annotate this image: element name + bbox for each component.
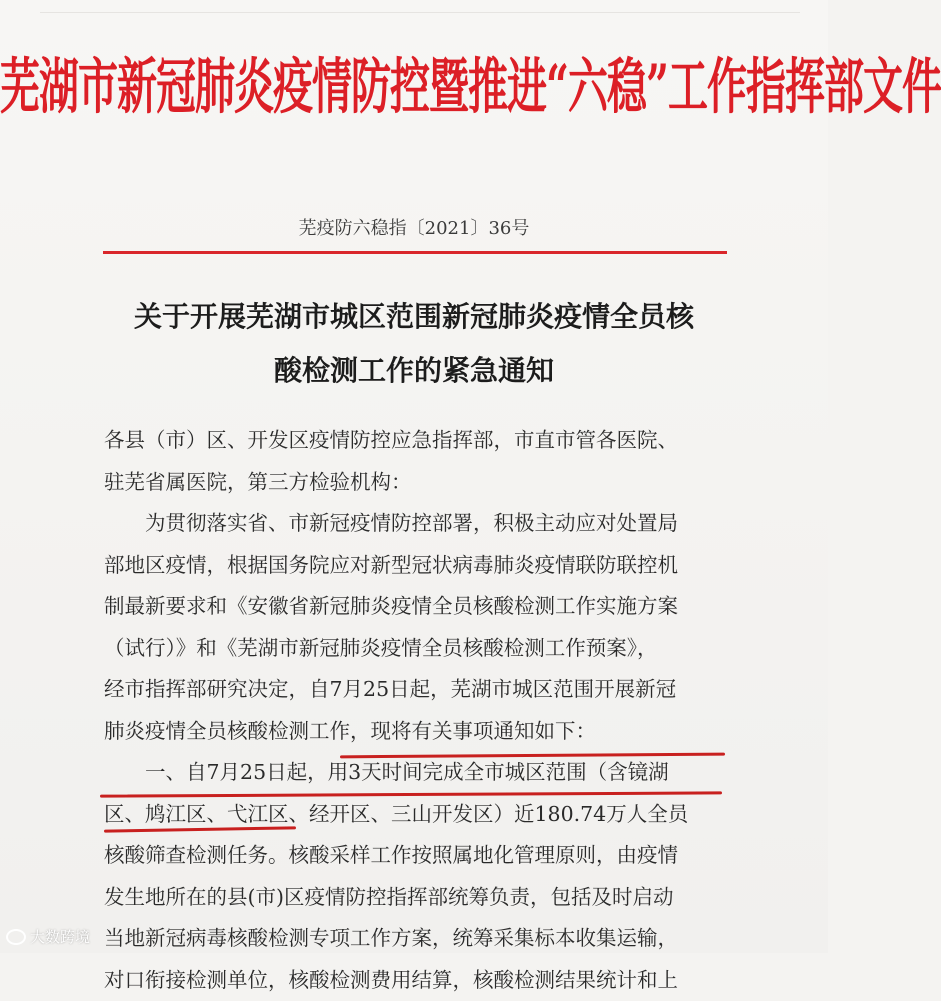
notice-title-line-2: 酸检测工作的紧急通知 (0, 344, 828, 398)
body-line: 区、鸠江区、弋江区、经开区、三山开发区）近180.74万人全员 (104, 794, 740, 836)
body-line: 对口衔接检测单位，核酸检测费用结算，核酸检测结果统计和上 (104, 960, 740, 1001)
red-separator-line (103, 251, 727, 254)
body-line: 为贯彻落实省、市新冠疫情防控部署，积极主动应对处置局 (104, 503, 740, 545)
body-line: 发生地所在的县(市)区疫情防控指挥部统筹负责，包括及时启动 (104, 877, 740, 919)
body-line: 部地区疫情，根据国务院应对新型冠状病毒肺炎疫情联防联控机 (104, 545, 740, 587)
body-line: 经市指挥部研究决定，自7月25日起，芜湖市城区范围开展新冠 (104, 669, 740, 711)
notice-body (104, 420, 740, 1001)
body-line: 核酸筛查检测任务。核酸采样工作按照属地化管理原则，由疫情 (104, 835, 740, 877)
page-top-edge (40, 0, 800, 13)
body-line: 制最新要求和《安徽省新冠肺炎疫情全员核酸检测工作实施方案 (104, 586, 740, 628)
body-line: 各县（市）区、开发区疫情防控应急指挥部，市直市管各医院、 (104, 420, 740, 462)
red-header-title: 芜湖市新冠肺炎疫情防控暨推进“六稳”工作指挥部文件 (0, 40, 828, 126)
notice-title (0, 290, 828, 398)
body-line: 肺炎疫情全员核酸检测工作，现将有关事项通知如下： (104, 711, 740, 753)
watermark-logo-icon (6, 929, 26, 945)
notice-title-line-1: 关于开展芜湖市城区范围新冠肺炎疫情全员核 (0, 290, 828, 344)
body-line: 一、自7月25日起，用3天时间完成全市城区范围（含镜湖 (104, 752, 740, 794)
body-line: 当地新冠病毒核酸检测专项工作方案，统筹采集标本收集运输， (104, 918, 740, 960)
body-line: （试行）》和《芜湖市新冠肺炎疫情全员核酸检测工作预案》， (104, 628, 740, 670)
document-number: 芜疫防六稳指〔2021〕36号 (0, 214, 828, 240)
watermark-text: 大数跨境 (30, 926, 90, 947)
body-line: 驻芜省属医院，第三方检验机构： (104, 462, 740, 504)
watermark (6, 926, 90, 947)
